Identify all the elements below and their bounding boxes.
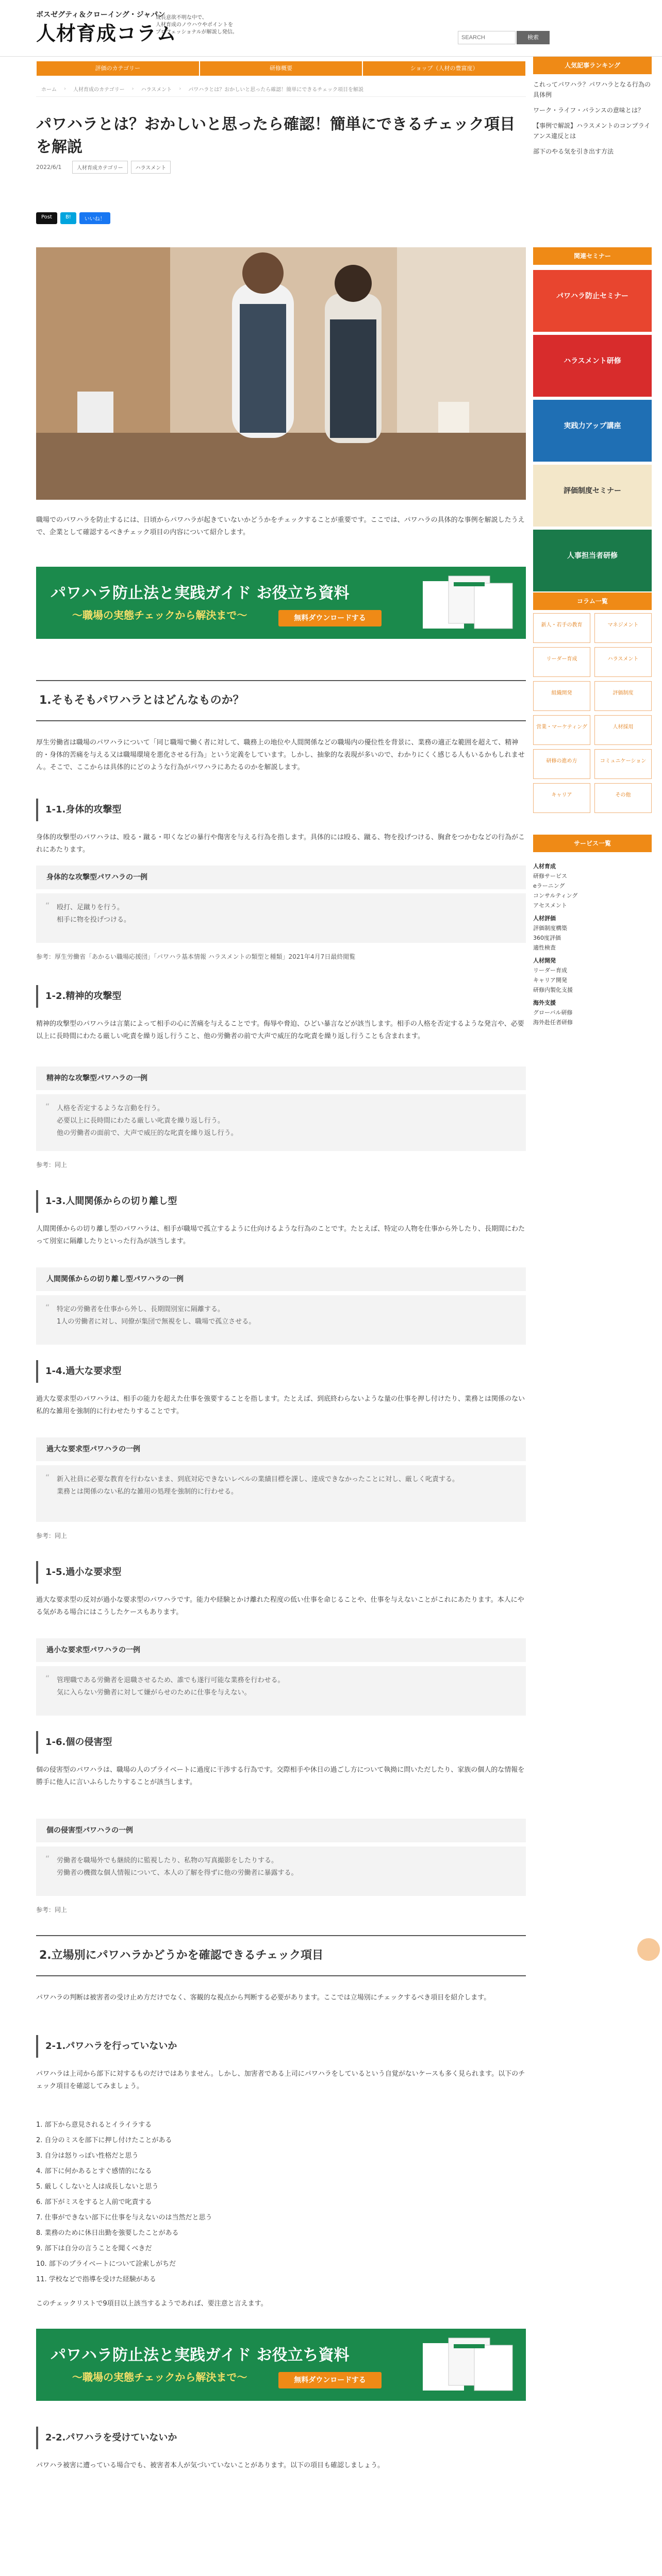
checklist-item: 4. 部下に何かあるとすぐ感情的になる (36, 2167, 152, 2175)
source-note: 参考：同上 (36, 1906, 68, 1913)
quote-icon: “ (45, 901, 50, 910)
checklist-item: 10. 部下のプライベートについて詮索しがちだ (36, 2260, 176, 2268)
ranking-item[interactable]: 【事例で解説】ハラスメントのコンプライアンス違反とは (533, 122, 651, 140)
example-item: 管理職である労働者を退職させるため、誰でも遂行可能な業務を行わせる。 (57, 1676, 285, 1684)
subsection-heading: 1-3.人間関係からの切り離し型 (36, 1190, 526, 1213)
logo-subtitle: ボスゼグティ＆クローイング・ジャパン (36, 11, 166, 19)
service-group-title[interactable]: 人材育成 (533, 863, 556, 870)
column-category[interactable]: コミュニケーション (594, 749, 652, 779)
subsection-heading: 1-4.過大な要求型 (36, 1360, 526, 1383)
example-quote (36, 1295, 526, 1345)
service-item[interactable]: 海外赴任者研修 (533, 1019, 573, 1026)
quote-icon: “ (45, 1101, 50, 1111)
paragraph: 厚生労働省は職場のパワハラについて「同じ職場で働く者に対して、職務上の地位や人間関係などの職場内の優位性を背景に、業務の適正な範囲を超えて、精神的・身体的苦痛を与える又は職場環境を悪化させる行為」という定義をしています。しかし、抽象的な表現が多いので、わかりにくく感じる人もいるかもしれません。そこで、ここからは具体的にどのような行為がパワハラにあたるのかを解説します。 (36, 739, 525, 771)
subsection-heading: 1-6.個の侵害型 (36, 1731, 526, 1754)
quote-icon: “ (45, 1673, 50, 1683)
section-heading: 2.立場別にパワハラかどうかを確認できるチェック項目 (36, 1935, 526, 1976)
column-category[interactable]: ハラスメント (594, 647, 652, 677)
source-note: 参考：同上 (36, 1532, 68, 1539)
intro-paragraph: 職場でのパワハラを防止するには、日頃からパワハラが起きていないかどうかをチェックすることが重要です。ここでは、パワハラの具体的な事例を解説したうえで、企業として確認するべきチェック項目の内容について紹介します。 (36, 516, 525, 536)
tagline (156, 14, 238, 36)
service-group-title[interactable]: 人材開発 (533, 957, 556, 964)
breadcrumb-item[interactable]: ハラスメント (141, 87, 172, 93)
example-item: 殴打、足蹴りを行う。 (57, 904, 124, 911)
breadcrumb: ホーム › 人材育成のカテゴリー › ハラスメント › パワハラとは？おかしいと思ったら確認！簡単にできるチェック項目を解説 (36, 81, 526, 97)
tag-link[interactable]: 人材育成カテゴリー (72, 161, 128, 174)
column-category[interactable]: 人材採用 (594, 715, 652, 745)
ranking-heading: 人気記事ランキング (533, 57, 652, 74)
example-quote (36, 893, 526, 943)
service-group-title[interactable]: 海外支援 (533, 999, 556, 1006)
example-heading: 人間関係からの切り離し型パワハラの一例 (36, 1267, 526, 1291)
paragraph: 過大な要求型のパワハラは、相手の能力を超えた仕事を強要することを指します。たとえば、到底終わらないような量の仕事を押し付けたり、業務とは関係のない私的な雑用を強制的に行わせたりすることです。 (36, 1395, 525, 1415)
paragraph: 人間関係からの切り離し型のパワハラは、相手が職場で孤立するように仕向けるような行為のことです。たとえば、特定の人物を仕事から外したり、長期間にわたって別室に隔離したりといった行為が該当します。 (36, 1225, 525, 1245)
paragraph: 精神的攻撃型のパワハラは言葉によって相手の心に苦痛を与えることです。侮辱や脅迫、ひどい暴言などが該当します。相手の人格を否定するような発言や、必要以上に長時間にわたる厳しい叱責を繰り返し行うこと、他の労働者の前で大声で威圧的な叱責を繰り返し行うことも含まれます。 (36, 1020, 524, 1040)
subsection-heading: 2-1.パワハラを行っていないか (36, 2035, 526, 2058)
column-category[interactable]: リーダー育成 (533, 647, 590, 677)
service-item[interactable]: 適性検査 (533, 944, 556, 951)
example-item: 新入社員に必要な教育を行わないまま、到底対応できないレベルの業績目標を課し、達成できなかったことに対し、厳しく叱責する。 (57, 1476, 459, 1483)
example-item: 人格を否定するような言動を行う。 (57, 1105, 164, 1112)
service-item[interactable]: 360度評価 (533, 935, 561, 941)
breadcrumb-item[interactable]: 人材育成のカテゴリー (73, 87, 125, 93)
banner-title: パワハラ防止法と実践ガイド お役立ち資料 (51, 2346, 350, 2364)
banner-subtitle: 〜職場の実態チェックから解決まで〜 (72, 609, 247, 621)
book-icon (418, 2336, 516, 2394)
search-input[interactable] (458, 31, 516, 44)
breadcrumb-current: パワハラとは？おかしいと思ったら確認！簡単にできるチェック項目を解説 (188, 87, 364, 93)
services-heading: サービス一覧 (533, 835, 652, 852)
example-item: 業務とは関係のない私的な雑用の処理を強制的に行わせる。 (57, 1488, 238, 1496)
quote-icon: “ (45, 1854, 50, 1863)
service-item[interactable]: キャリア開発 (533, 977, 567, 984)
seminar-ad-label: 評価制度セミナー (564, 487, 621, 495)
seminar-ad-label: 実践力アップ講座 (564, 422, 621, 430)
service-item[interactable]: アセスメント (533, 902, 567, 909)
checklist-item: 1. 部下から意見されるとイライラする (36, 2121, 152, 2129)
tag-list (72, 161, 171, 174)
checklist-item: 11. 学校などで指導を受けた経験がある (36, 2276, 156, 2283)
source-note[interactable]: 参考：厚生労働省「あかるい職場応援団」「パワハラ基本情報 ハラスメントの類型と種類」2021年4月7日最終閲覧 (36, 953, 356, 960)
ranking-item[interactable]: これってパワハラ？パワハラとなる行為の具体例 (533, 81, 651, 98)
column-category[interactable]: 評価制度 (594, 681, 652, 711)
subsection-heading: 2-2.パワハラを受けていないか (36, 2427, 526, 2449)
tagline-line: 成長意欲不明な中で、 (156, 15, 207, 21)
tagline-line: プロフェッショナルが解説し発信。 (156, 29, 238, 35)
banner-subtitle: 〜職場の実態チェックから解決まで〜 (72, 2371, 247, 2383)
ranking-list (533, 79, 652, 157)
seminar-ad-label: ハラスメント研修 (564, 357, 621, 365)
service-group-title[interactable]: 人材評価 (533, 915, 556, 922)
hatena-share-button[interactable]: B! (60, 212, 76, 224)
page-title: パワハラとは？おかしいと思ったら確認！簡単にできるチェック項目を解説 (36, 115, 516, 156)
example-heading: 身体的な攻撃型パワハラの一例 (36, 866, 526, 889)
checklist-item: 8. 業務のために休日出勤を強要したことがある (36, 2229, 179, 2237)
paragraph: パワハラの判断は被害者の受け止め方だけでなく、客観的な視点から判断する必要があります。ここでは立場別にチェックするべき項目を紹介します。 (36, 1994, 491, 2002)
section-heading: 1.そもそもパワハラとはどんなものか？ (36, 680, 526, 721)
checklist-item: 7. 仕事ができない部下に仕事を与えないのは当然だと思う (36, 2214, 212, 2222)
share-buttons (36, 212, 110, 224)
seminar-ad[interactable] (533, 335, 652, 397)
global-nav (36, 61, 526, 76)
ranking-item[interactable]: 部下のやる気を引き出す方法 (533, 148, 614, 155)
example-item: 必要以上に長時間にわたる厳しい叱責を繰り返し行う。 (57, 1117, 225, 1125)
example-heading: 過小な要求型パワハラの一例 (36, 1638, 526, 1662)
book-icon (418, 574, 516, 632)
quote-icon: “ (45, 1302, 50, 1312)
column-grid (533, 613, 652, 813)
example-quote (36, 1666, 526, 1716)
breadcrumb-item[interactable]: ホーム (41, 87, 57, 93)
column-category[interactable]: マネジメント (594, 613, 652, 643)
service-item[interactable]: eラーニング (533, 883, 565, 889)
service-item[interactable]: コンサルティング (533, 892, 578, 899)
subsection-heading: 1-1.身体的攻撃型 (36, 799, 526, 821)
paragraph: パワハラ被害に遭っている場合でも、被害者本人が気づいていないことがあります。以下の項目も確認しましょう。 (36, 2462, 384, 2469)
ads-heading: 関連セミナー (533, 247, 652, 265)
nav-item[interactable]: ショップ（人材の豊富度） (362, 61, 526, 76)
seminar-ad-label: 人事担当者研修 (567, 552, 618, 560)
download-button[interactable]: 無料ダウンロードする (278, 610, 382, 626)
example-item: 特定の労働者を仕事から外し、長期間別室に隔離する。 (57, 1306, 225, 1313)
example-item: 労働者の機微な個人情報について、本人の了解を得ずに他の労働者に暴露する。 (57, 1869, 298, 1877)
service-item[interactable]: グローバル研修 (533, 1009, 573, 1016)
banner-title: パワハラ防止法と実践ガイド お役立ち資料 (51, 584, 350, 602)
download-banner[interactable] (36, 567, 526, 639)
checklist-item: 2. 自分のミスを部下に押し付けたことがある (36, 2137, 172, 2144)
example-item: 相手に物を投げつける。 (57, 916, 131, 924)
checklist (36, 2117, 526, 2287)
service-item[interactable]: リーダー育成 (533, 967, 567, 974)
service-list (533, 858, 652, 1027)
page-top-button[interactable] (637, 1938, 660, 1961)
column-category[interactable]: 研修の進め方 (533, 749, 590, 779)
quote-icon: “ (45, 1472, 50, 1482)
download-button[interactable]: 無料ダウンロードする (278, 2372, 382, 2388)
column-category[interactable]: キャリア (533, 783, 590, 813)
x-share-button[interactable]: Post (36, 212, 57, 224)
column-category[interactable]: 営業・マーケティング (533, 715, 590, 745)
checklist-item: 5. 厳しくしないと人は成長しないと思う (36, 2183, 159, 2191)
column-category[interactable]: 組織開発 (533, 681, 590, 711)
subsection-heading: 1-5.過小な要求型 (36, 1561, 526, 1584)
service-item[interactable]: 評価制度構築 (533, 925, 567, 931)
column-category[interactable]: 新人・若手の教育 (533, 613, 590, 643)
nav-item[interactable]: 研修概要 (200, 61, 363, 76)
example-quote (36, 1846, 526, 1896)
paragraph: 身体的攻撃型のパワハラは、殴る・蹴る・叩くなどの暴行や傷害を与える行為を指します。具体的には殴る、蹴る、物を投げつける、胸倉をつかむなどの行為がこれにあたります。 (36, 834, 525, 854)
seminar-ad[interactable] (533, 400, 652, 462)
facebook-share-button[interactable]: いいね！ (79, 212, 110, 224)
tagline-line: 人材育成のノウハウやポイントを (156, 22, 233, 28)
example-heading: 精神的な攻撃型パワハラの一例 (36, 1066, 526, 1090)
paragraph: 過大な要求型の反対が過小な要求型のパワハラです。能力や経験とかけ離れた程度の低い仕事を命じることや、仕事を与えないことがこれにあたります。本人にやる気がある場合にはこうしたケースもあります。 (36, 1596, 524, 1616)
example-quote (36, 1465, 526, 1522)
site-header (0, 0, 662, 57)
ranking-item[interactable]: ワーク・ライフ・バランスの意味とは？ (533, 107, 644, 114)
paragraph: パワハラは上司から部下に対するものだけではありません。しかし、加害者である上司にパワハラをしているという自覚がないケースも多く見られます。以下のチェック項目を確認してみましょう。 (36, 2070, 525, 2090)
paragraph: 個の侵害型のパワハラは、職場の人のプライベートに過度に干渉する行為です。交際相手や休日の過ごし方について執拗に問いただしたり、家族の個人的な情報を勝手に他人に言いふらしたりすることが該当します。 (36, 1766, 525, 1786)
subsection-heading: 1-2.精神的攻撃型 (36, 985, 526, 1008)
example-item: 気に入らない労働者に対して嫌がらせのために仕事を与えない。 (57, 1689, 251, 1697)
search-button[interactable]: 検索 (517, 31, 550, 44)
source-note: 参考：同上 (36, 1161, 68, 1168)
nav-item[interactable]: 評価のカテゴリー (36, 61, 200, 76)
columns-heading: コラム一覧 (533, 592, 652, 610)
seminar-ad[interactable] (533, 270, 652, 332)
tag-link[interactable]: ハラスメント (131, 161, 171, 174)
checklist-item: 9. 部下は自分の言うことを聞くべきだ (36, 2245, 152, 2252)
example-quote (36, 1094, 526, 1151)
column-category[interactable]: その他 (594, 783, 652, 813)
example-item: 1人の労働者に対し、同僚が集団で無視をし、職場で孤立させる。 (57, 1318, 256, 1326)
site-logo[interactable]: 人材育成コラム (36, 22, 177, 45)
checklist-item: 6. 部下がミスをすると人前で叱責する (36, 2198, 152, 2206)
checklist-item: 3. 自分は怒りっぽい性格だと思う (36, 2152, 139, 2160)
example-heading: 個の侵害型パワハラの一例 (36, 1819, 526, 1842)
paragraph: このチェックリストで9項目以上該当するようであれば、要注意と言えます。 (36, 2300, 268, 2308)
publish-date: 2022/6/1 (36, 164, 62, 171)
hero-image (36, 247, 526, 500)
seminar-ad[interactable] (533, 530, 652, 591)
seminar-ad-label: パワハラ防止セミナー (556, 292, 628, 300)
seminar-ad[interactable] (533, 465, 652, 527)
example-heading: 過大な要求型パワハラの一例 (36, 1437, 526, 1461)
service-item[interactable]: 研修サービス (533, 873, 567, 879)
example-item: 他の労働者の面前で、大声で威圧的な叱責を繰り返し行う。 (57, 1129, 238, 1137)
example-item: 労働者を職場外でも継続的に監視したり、私物の写真撮影をしたりする。 (57, 1857, 278, 1865)
download-banner[interactable] (36, 2329, 526, 2401)
service-item[interactable]: 研修内製化支援 (533, 987, 573, 993)
